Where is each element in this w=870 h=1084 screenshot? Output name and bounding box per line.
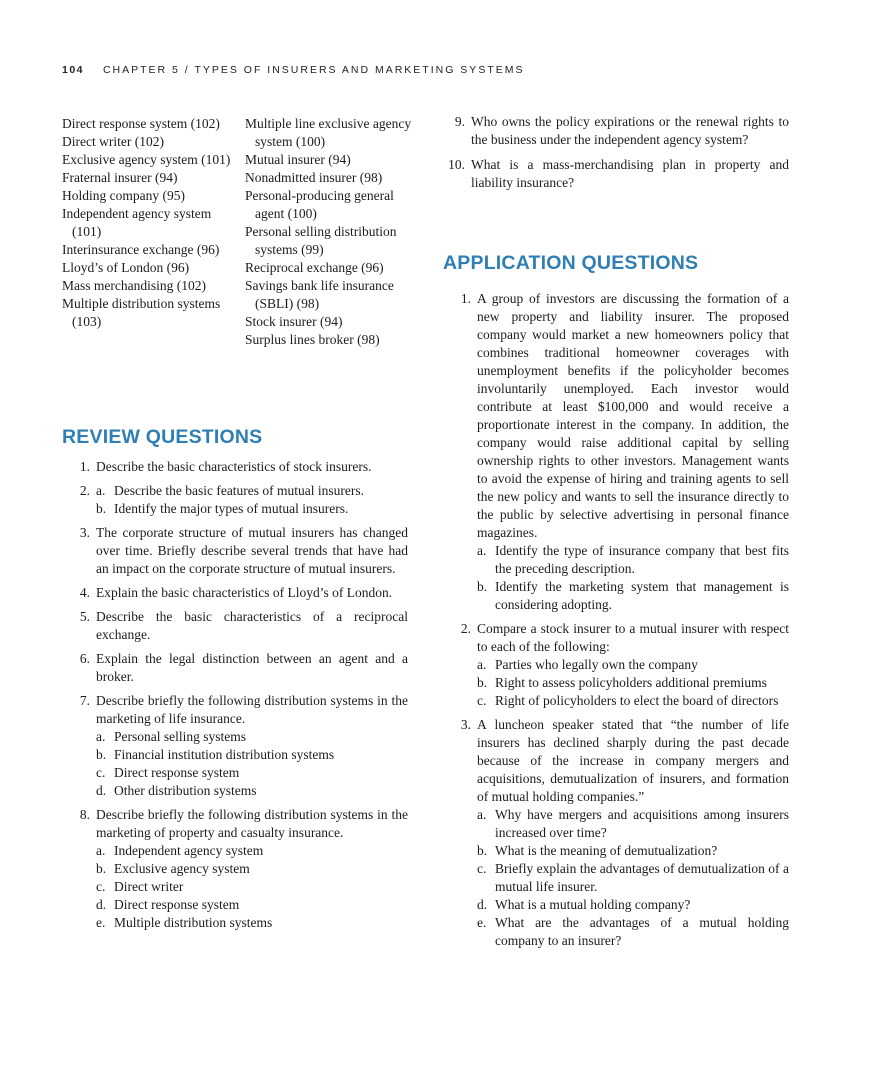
application-question bbox=[449, 290, 789, 614]
sub-label: d. bbox=[96, 783, 107, 798]
key-term: Multiple distribution systems (103) bbox=[62, 296, 221, 329]
sub-question bbox=[477, 578, 789, 614]
sub-label: a. bbox=[96, 843, 106, 858]
sub-text: What is a mutual holding company? bbox=[495, 897, 691, 912]
sub-label: b. bbox=[96, 861, 107, 876]
sub-question bbox=[477, 542, 789, 578]
sub-label: a. bbox=[477, 543, 487, 558]
question-number: 2. bbox=[460, 621, 471, 636]
sub-question bbox=[96, 896, 408, 914]
sub-text: Direct response system bbox=[114, 765, 240, 780]
review-questions-heading: REVIEW QUESTIONS bbox=[62, 426, 263, 448]
question-text: Compare a stock insurer to a mutual insurer with respect to each of the following: bbox=[477, 621, 789, 654]
sub-label: a. bbox=[96, 483, 106, 498]
sub-question bbox=[96, 728, 408, 746]
question-number: 8. bbox=[79, 807, 90, 822]
review-question bbox=[68, 458, 408, 476]
sub-question-list bbox=[96, 728, 408, 800]
application-questions-list bbox=[449, 290, 789, 956]
question-text: A luncheon speaker stated that “the number of life insurers has declined sharply during the past decade because of the increase in company mergers and acquisitions, demutualization of insurers, and formation of mutual holding companies.” bbox=[477, 717, 789, 804]
sub-label: b. bbox=[477, 675, 488, 690]
sub-question bbox=[96, 482, 408, 500]
review-question bbox=[68, 650, 408, 686]
key-term: Mass merchandising (102) bbox=[62, 278, 206, 293]
review-question bbox=[68, 692, 408, 800]
sub-question bbox=[477, 842, 789, 860]
key-term: Lloyd’s of London (96) bbox=[62, 260, 190, 275]
key-term: Interinsurance exchange (96) bbox=[62, 242, 220, 257]
sub-label: c. bbox=[477, 861, 487, 876]
application-question bbox=[449, 716, 789, 950]
sub-text: Personal selling systems bbox=[114, 729, 246, 744]
review-question bbox=[68, 806, 408, 932]
key-term: Reciprocal exchange (96) bbox=[245, 260, 384, 275]
question-number: 3. bbox=[460, 717, 471, 732]
question-text: A group of investors are discussing the formation of a new property and liability insurer. The proposed company would market a new homeowners policy that combines traditional homeowner coverages with unemployment benefits if the policyholder becomes involuntarily unemployed. Each investor would contribute at least $100,000 and would receive a proportionate interest in the company. In addition, the company would raise additional capital by selling ownership rights to other investors. Management wants to avoid the expense of hiring and training agents to sell the new policy and wants to sell the insurance directly to the public by selective advertising in personal finance magazines. bbox=[477, 291, 789, 540]
application-questions-heading: APPLICATION QUESTIONS bbox=[443, 252, 699, 274]
sub-text: Parties who legally own the company bbox=[495, 657, 698, 672]
question-number: 9. bbox=[454, 114, 465, 129]
review-question bbox=[68, 482, 408, 518]
sub-question bbox=[96, 500, 408, 518]
sub-question bbox=[96, 878, 408, 896]
sub-label: c. bbox=[96, 765, 106, 780]
sub-text: Identify the marketing system that management is considering adopting. bbox=[495, 579, 789, 612]
sub-question-list bbox=[477, 542, 789, 614]
sub-question bbox=[96, 860, 408, 878]
application-question bbox=[449, 620, 789, 710]
question-number: 2. bbox=[79, 483, 90, 498]
key-term: Direct response system (102) bbox=[62, 116, 220, 131]
key-terms-column-2 bbox=[245, 115, 425, 349]
sub-question-list bbox=[477, 656, 789, 710]
sub-text: Other distribution systems bbox=[114, 783, 257, 798]
sub-question-list bbox=[477, 806, 789, 950]
key-term: Fraternal insurer (94) bbox=[62, 170, 178, 185]
sub-label: a. bbox=[477, 657, 487, 672]
sub-text: Direct response system bbox=[114, 897, 240, 912]
question-number: 6. bbox=[79, 651, 90, 666]
question-number: 4. bbox=[79, 585, 90, 600]
page-number: 104 bbox=[62, 64, 85, 76]
review-question bbox=[68, 524, 408, 578]
sub-text: Right to assess policyholders additional premiums bbox=[495, 675, 767, 690]
question-text: Explain the basic characteristics of Lloyd’s of London. bbox=[96, 585, 393, 600]
question-text: Describe briefly the following distribution systems in the marketing of property and casualty insurance. bbox=[96, 807, 408, 840]
question-text: Describe briefly the following distribution systems in the marketing of life insurance. bbox=[96, 693, 408, 726]
question-number: 1. bbox=[79, 459, 90, 474]
sub-question bbox=[96, 782, 408, 800]
review-question bbox=[68, 584, 408, 602]
review-questions-continued bbox=[443, 113, 789, 199]
sub-question bbox=[96, 746, 408, 764]
sub-text: What are the advantages of a mutual holding company to an insurer? bbox=[495, 915, 789, 948]
key-term: Multiple line exclusive agency system (100) bbox=[245, 116, 412, 149]
sub-label: b. bbox=[477, 843, 488, 858]
question-number: 10. bbox=[448, 157, 465, 172]
sub-label: b. bbox=[96, 501, 107, 516]
key-term: Personal-producing general agent (100) bbox=[245, 188, 394, 221]
sub-label: d. bbox=[96, 897, 107, 912]
sub-text: Direct writer bbox=[114, 879, 184, 894]
question-text: What is a mass-merchandising plan in property and liability insurance? bbox=[471, 157, 789, 190]
question-number: 1. bbox=[460, 291, 471, 306]
sub-question bbox=[477, 914, 789, 950]
sub-question bbox=[477, 860, 789, 896]
key-term: Personal selling distribution systems (99) bbox=[245, 224, 397, 257]
sub-label: d. bbox=[477, 897, 488, 912]
sub-text: Exclusive agency system bbox=[114, 861, 250, 876]
key-term: Direct writer (102) bbox=[62, 134, 164, 149]
sub-label: b. bbox=[477, 579, 488, 594]
key-term: Independent agency system (101) bbox=[62, 206, 212, 239]
question-text: Describe the basic characteristics of stock insurers. bbox=[96, 459, 372, 474]
key-term: Stock insurer (94) bbox=[245, 314, 343, 329]
review-question bbox=[443, 113, 789, 149]
sub-text: Why have mergers and acquisitions among insurers increased over time? bbox=[495, 807, 789, 840]
sub-question bbox=[96, 842, 408, 860]
question-text: Explain the legal distinction between an agent and a broker. bbox=[96, 651, 408, 684]
question-text: Who owns the policy expirations or the renewal rights to the business under the independent agency system? bbox=[471, 114, 789, 147]
sub-label: a. bbox=[477, 807, 487, 822]
sub-question-list bbox=[96, 482, 408, 518]
sub-text: What is the meaning of demutualization? bbox=[495, 843, 718, 858]
sub-text: Independent agency system bbox=[114, 843, 264, 858]
review-questions-list bbox=[68, 458, 408, 938]
question-number: 3. bbox=[79, 525, 90, 540]
chapter-title: CHAPTER 5 / TYPES OF INSURERS AND MARKETING SYSTEMS bbox=[102, 64, 525, 76]
sub-text: Right of policyholders to elect the board of directors bbox=[495, 693, 779, 708]
sub-text: Briefly explain the advantages of demutualization of a mutual life insurer. bbox=[495, 861, 789, 894]
sub-label: e. bbox=[477, 915, 487, 930]
sub-question bbox=[96, 764, 408, 782]
running-header bbox=[62, 64, 525, 76]
sub-text: Financial institution distribution systems bbox=[114, 747, 335, 762]
sub-question bbox=[477, 692, 789, 710]
key-term: Savings bank life insurance (SBLI) (98) bbox=[245, 278, 394, 311]
sub-question bbox=[96, 914, 408, 932]
sub-text: Identify the major types of mutual insurers. bbox=[114, 501, 349, 516]
key-term: Nonadmitted insurer (98) bbox=[245, 170, 383, 185]
sub-label: e. bbox=[96, 915, 106, 930]
review-question bbox=[68, 608, 408, 644]
sub-text: Describe the basic features of mutual insurers. bbox=[114, 483, 365, 498]
sub-question bbox=[477, 896, 789, 914]
question-number: 7. bbox=[79, 693, 90, 708]
key-term: Exclusive agency system (101) bbox=[62, 152, 231, 167]
key-terms-column-1 bbox=[62, 115, 240, 331]
sub-label: b. bbox=[96, 747, 107, 762]
sub-question bbox=[477, 806, 789, 842]
sub-question bbox=[477, 656, 789, 674]
sub-question-list bbox=[96, 842, 408, 932]
sub-text: Multiple distribution systems bbox=[114, 915, 273, 930]
sub-label: a. bbox=[96, 729, 106, 744]
question-number: 5. bbox=[79, 609, 90, 624]
review-question bbox=[443, 156, 789, 192]
sub-text: Identify the type of insurance company that best fits the preceding description. bbox=[495, 543, 789, 576]
sub-label: c. bbox=[477, 693, 487, 708]
question-text: Describe the basic characteristics of a reciprocal exchange. bbox=[96, 609, 408, 642]
question-text: The corporate structure of mutual insurers has changed over time. Briefly describe several trends that have had an impact on the corporate structure of mutual insurers. bbox=[96, 525, 408, 576]
key-term: Holding company (95) bbox=[62, 188, 185, 203]
key-term: Surplus lines broker (98) bbox=[245, 332, 380, 347]
key-term: Mutual insurer (94) bbox=[245, 152, 351, 167]
sub-label: c. bbox=[96, 879, 106, 894]
sub-question bbox=[477, 674, 789, 692]
